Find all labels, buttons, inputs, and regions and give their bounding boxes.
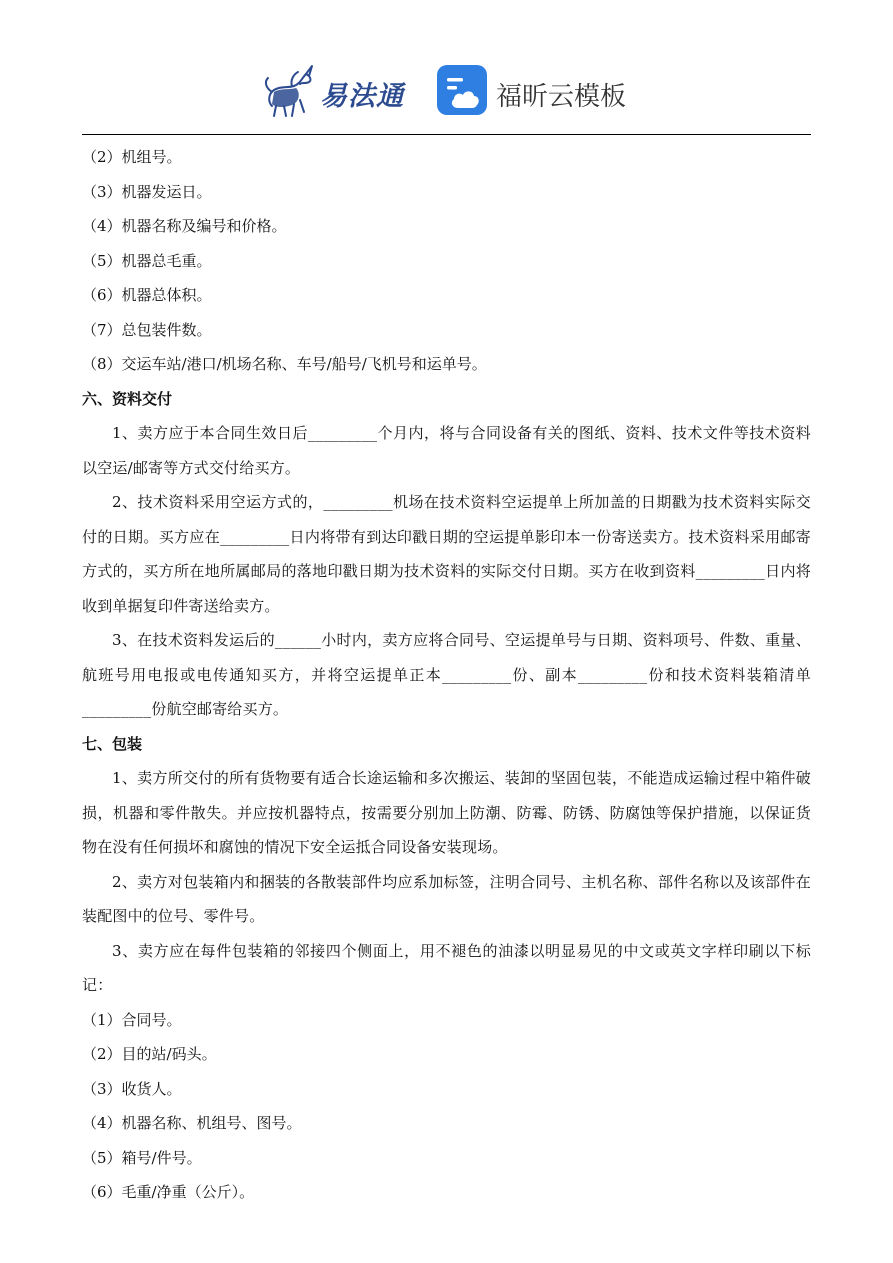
list-item: （3）收货人。: [82, 1079, 182, 1098]
list-item: （6）机器总体积。: [82, 286, 212, 304]
list-item: （2）机组号。: [82, 148, 182, 166]
paragraph: 2、卖方对包装箱内和捆装的各散装部件均应系加标签，注明合同号、主机名称、部件名称以及该部件在装配图中的位号、零件号。: [82, 872, 811, 925]
yifatong-logo-text: 易法通: [320, 81, 404, 112]
document-cloud-icon: [436, 64, 488, 116]
list-item: （3）机器发运日。: [82, 182, 212, 201]
paragraph: 2、技术资料采用空运方式的，_________机场在技术资料空运提单上所加盖的日期戳为技术资料实际交付的日期。买方应在_________日内将带有到达印戳日期的空运提单影印本一份寄送卖方。技术资料采用邮寄方式的，买方所在地所属邮局的落地印戳日期为技术资料的实际交付日期。买方在收到资料_________日内将收到单据复印件寄送给卖方。: [82, 493, 811, 615]
list-item: （4）机器名称及编号和价格。: [82, 217, 287, 235]
yifatong-logo: [262, 62, 412, 118]
list-item: （5）机器总毛重。: [82, 251, 212, 270]
section-heading: 六、资料交付: [82, 389, 173, 408]
header-divider: [82, 134, 811, 135]
document-body: [82, 140, 811, 1210]
section-heading: 七、包装: [82, 734, 143, 753]
list-item: （7）总包装件数。: [82, 320, 212, 339]
list-item: （6）毛重/净重（公斤）。: [82, 1183, 255, 1201]
page-header: [0, 58, 893, 122]
unicorn-emblem-icon: [262, 62, 320, 118]
fuxin-logo-text: 福昕云模板: [496, 82, 627, 112]
fuxin-template-logo: [436, 64, 646, 118]
paragraph: 1、卖方所交付的所有货物要有适合长途运输和多次搬运、装卸的坚固包装，不能造成运输过程中箱件破损，机器和零件散失。并应按机器特点，按需要分别加上防潮、防霉、防锈、防腐蚀等保护措施，以保证货物在没有任何损坏和腐蚀的情况下安全运抵合同设备安装现场。: [82, 769, 811, 856]
paragraph: 3、在技术资料发运后的______小时内，卖方应将合同号、空运提单号与日期、资料项号、件数、重量、航班号用电报或电传通知买方，并将空运提单正本_________份、副本_________份和技术资料装箱清单_________份航空邮寄给买方。: [82, 631, 811, 718]
list-item: （5）箱号/件号。: [82, 1148, 202, 1167]
list-item: （4）机器名称、机组号、图号。: [82, 1114, 302, 1132]
list-item: （8）交运车站/港口/机场名称、车号/船号/飞机号和运单号。: [82, 355, 487, 373]
list-item: （2）目的站/码头。: [82, 1045, 217, 1063]
list-item: （1）合同号。: [82, 1010, 182, 1029]
paragraph: 1、卖方应于本合同生效日后_________个月内，将与合同设备有关的图纸、资料、技术文件等技术资料以空运/邮寄等方式交付给买方。: [82, 424, 811, 477]
paragraph: 3、卖方应在每件包装箱的邻接四个侧面上，用不褪色的油漆以明显易见的中文或英文字样印刷以下标记：: [82, 941, 811, 994]
